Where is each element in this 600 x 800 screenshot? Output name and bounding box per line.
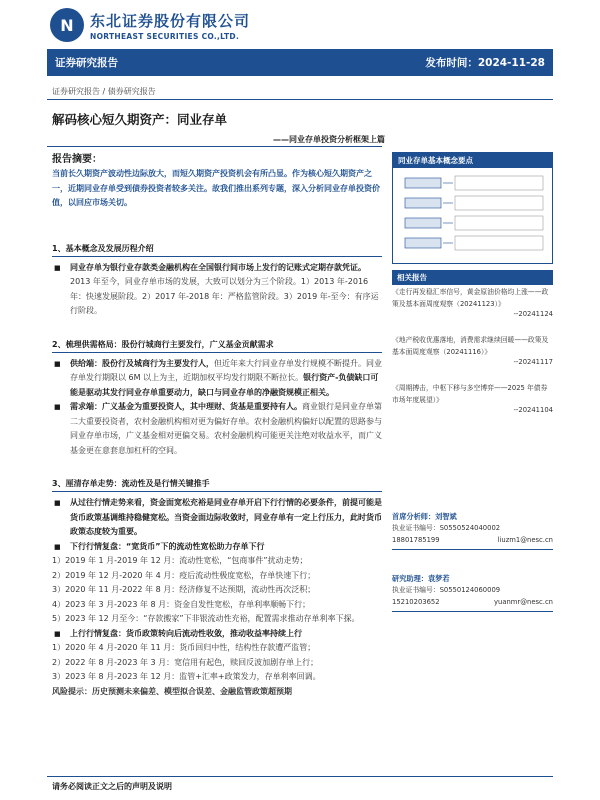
report-type: 证券研究报告 <box>55 57 118 69</box>
section-2-heading: 2、梳理供需格局：股份行城商行主要发行，广义基金贡献需求 <box>52 339 382 353</box>
down-item: 3）2020 年 11 月-2022 年 8 月：经济修复不达预期，流动性再次泛积； <box>52 585 316 594</box>
section-1-bullet: ■ 同业存单为银行业存款类金融机构在全国银行间市场上发行的记账式定期存款凭证。2013 年至今，同业存单市场的发展，大致可以划分为三个阶段。1）2013 年-2016 年：快速发展阶段。2）2017 年-2018 年：严格监管阶段。3）2019 年-至今：有序运行阶段。 <box>52 261 382 319</box>
related-report-link[interactable]: 《地产税收优惠落地，消费需求继续回暖——政策及基本面周度观察（20241116）》 <box>392 336 549 356</box>
analyst-card: 研究助理：袁梦若 执业证书编号：S0550124060009 15210203652 yuanmr@nesc.cn <box>392 574 553 615</box>
up-item: 2）2022 年 8 月-2023 年 3 月：宽信用有起色，赎回反波加剧存单上行； <box>52 657 319 667</box>
header-bar <box>47 49 553 76</box>
divider <box>47 99 553 100</box>
down-item: 4）2023 年 3 月-2023 年 8 月：资金自发性宽松，存单利率顺畅下行； <box>52 599 311 609</box>
up-item: 1）2020 年 4 月-2020 年 11 月：货币回归中性，结构性存款遭严监管； <box>52 643 316 652</box>
analyst-phone: 15210203652 <box>392 598 440 606</box>
divider <box>392 549 553 550</box>
concept-box-title: 同业存单基本概念要点 <box>393 153 552 168</box>
section-3-bullet-overview: ■ 从过往行情走势来看，资金面宽松充裕是同业存单开启下行行情的必要条件，前提可能是货币政策基调维持稳健宽松。当资金面边际收敛时，同业存单有一定上行压力，此时货币政策态度较为重要。 <box>52 496 382 540</box>
concept-box <box>392 152 553 264</box>
analyst-role: 研究助理：袁梦若 <box>392 574 450 583</box>
section-1-heading: 1、基本概念及发展历程介绍 <box>52 243 382 257</box>
section-3-heading: 3、厘清存单走势：流动性及是行情关键推手 <box>52 478 382 492</box>
analyst-cert: S0550524040002 <box>439 524 501 532</box>
logo-mark-icon: N <box>50 8 84 42</box>
analyst-email[interactable]: liuzm1@nesc.cn <box>497 536 553 544</box>
company-name-cn: 东北证券股份有限公司 <box>90 11 251 30</box>
summary-label: 报告摘要： <box>52 154 102 165</box>
summary-text: 当前长久期资产波动性边际放大，而短久期资产投资机会有所凸显。作为核心短久期资产之一，近期同业存单受到债券投资者较多关注。故我们推出系列专题，深入分析同业存单投资价值，以回应市场关切。 <box>52 169 380 207</box>
related-report-link[interactable]: 《走行再发稳汇率信号，黄金原油价格均上涨——政策及基本面周度观察（20241123）》 <box>392 288 549 308</box>
related-reports-title: 相关报告 <box>392 270 553 285</box>
related-report-date: --20241104 <box>513 406 553 414</box>
concept-diagram <box>393 168 552 262</box>
related-report-date: --20241124 <box>513 310 553 318</box>
down-item: 1）2019 年 1 月-2019 年 12 月：流动性宽松，“包商事件”扰动走势； <box>52 556 308 565</box>
section-2-bullet-supply: ■ 供给端：股份行及城商行为主要发行人，但近年来大行同业存单发行规模不断提升。同业存单发行期限以 6M 以上为主，近期加权平均发行期限不断拉长。银行资产-负债缺口可能是驱动其发行同业存单重要动力，缺口与同业存单的净融资规模正相关。 <box>52 357 382 401</box>
analyst-phone: 18801785199 <box>392 536 440 544</box>
page-title: 解码核心短久期资产：同业存单 <box>52 112 228 127</box>
related-report-link[interactable]: 《周期搏击，中枢下移与多空博弈——2025 年债券市场年度展望）》 <box>392 384 548 404</box>
breadcrumb: 证券研究报告 / 债券研究报告 <box>52 87 156 96</box>
footer-divider <box>47 776 553 777</box>
down-item: 5）2023 年 12 月至今：“存款搬家”下非银流动性充裕，配置需求推动存单利率下探。 <box>52 614 360 623</box>
publish-date: 发布时间：2024-11-28 <box>425 57 545 69</box>
risk-warning: 风险提示：历史预测未来偏差、模型拟合误差、金融监管政策超预期 <box>52 686 292 696</box>
analyst-email[interactable]: yuanmr@nesc.cn <box>494 598 553 606</box>
company-name-en: NORTHEAST SECURITIES CO.,LTD. <box>90 31 240 41</box>
section-3-bullet-down: ■ 下行行情复盘：“宽货币”下的流动性宽松助力存单下行 <box>52 540 382 555</box>
analyst-card: 首席分析师：刘智斌 执业证书编号：S0550524040002 18801785199 liuzm1@nesc.cn <box>392 512 553 553</box>
section-2-bullet-demand: ■ 需求端：广义基金为重要投资人，其中理财、货基是重要持有人。商业银行是同业存单第二大重要投资者，农村金融机构相对更为偏好存单。农村金融机构偏好以配置的思路参与同业存单市场，广义基金相对更偏交易。农村金融机构可能更关注绝对收益水平，而广义基金更在意套息加杠杆的空间。 <box>52 400 382 458</box>
footer-disclaimer: 请务必阅读正文之后的声明及说明 <box>52 782 172 791</box>
related-reports <box>392 286 553 430</box>
company-logo <box>50 8 250 42</box>
section-3-bullet-up: ■ 上行行情复盘：货币政策转向后流动性收敛，推动收益率持续上行 <box>52 627 382 642</box>
page-subtitle: ——同业存单投资分析框架上篇 <box>273 135 385 144</box>
down-item: 2）2019 年 12 月-2020 年 4 月：疫后流动性极度宽松，存单快速下行； <box>52 570 316 580</box>
title-divider <box>47 146 382 147</box>
related-report-date: --20241117 <box>513 358 553 366</box>
main-content <box>52 150 382 699</box>
analyst-role: 首席分析师：刘智斌 <box>392 512 457 521</box>
analyst-cert: S0550124060009 <box>439 586 501 594</box>
up-item: 3）2023 年 8 月-2023 年 12 月：监管+汇率+政策发力，存单利率回调。 <box>52 672 321 681</box>
divider <box>392 611 553 612</box>
